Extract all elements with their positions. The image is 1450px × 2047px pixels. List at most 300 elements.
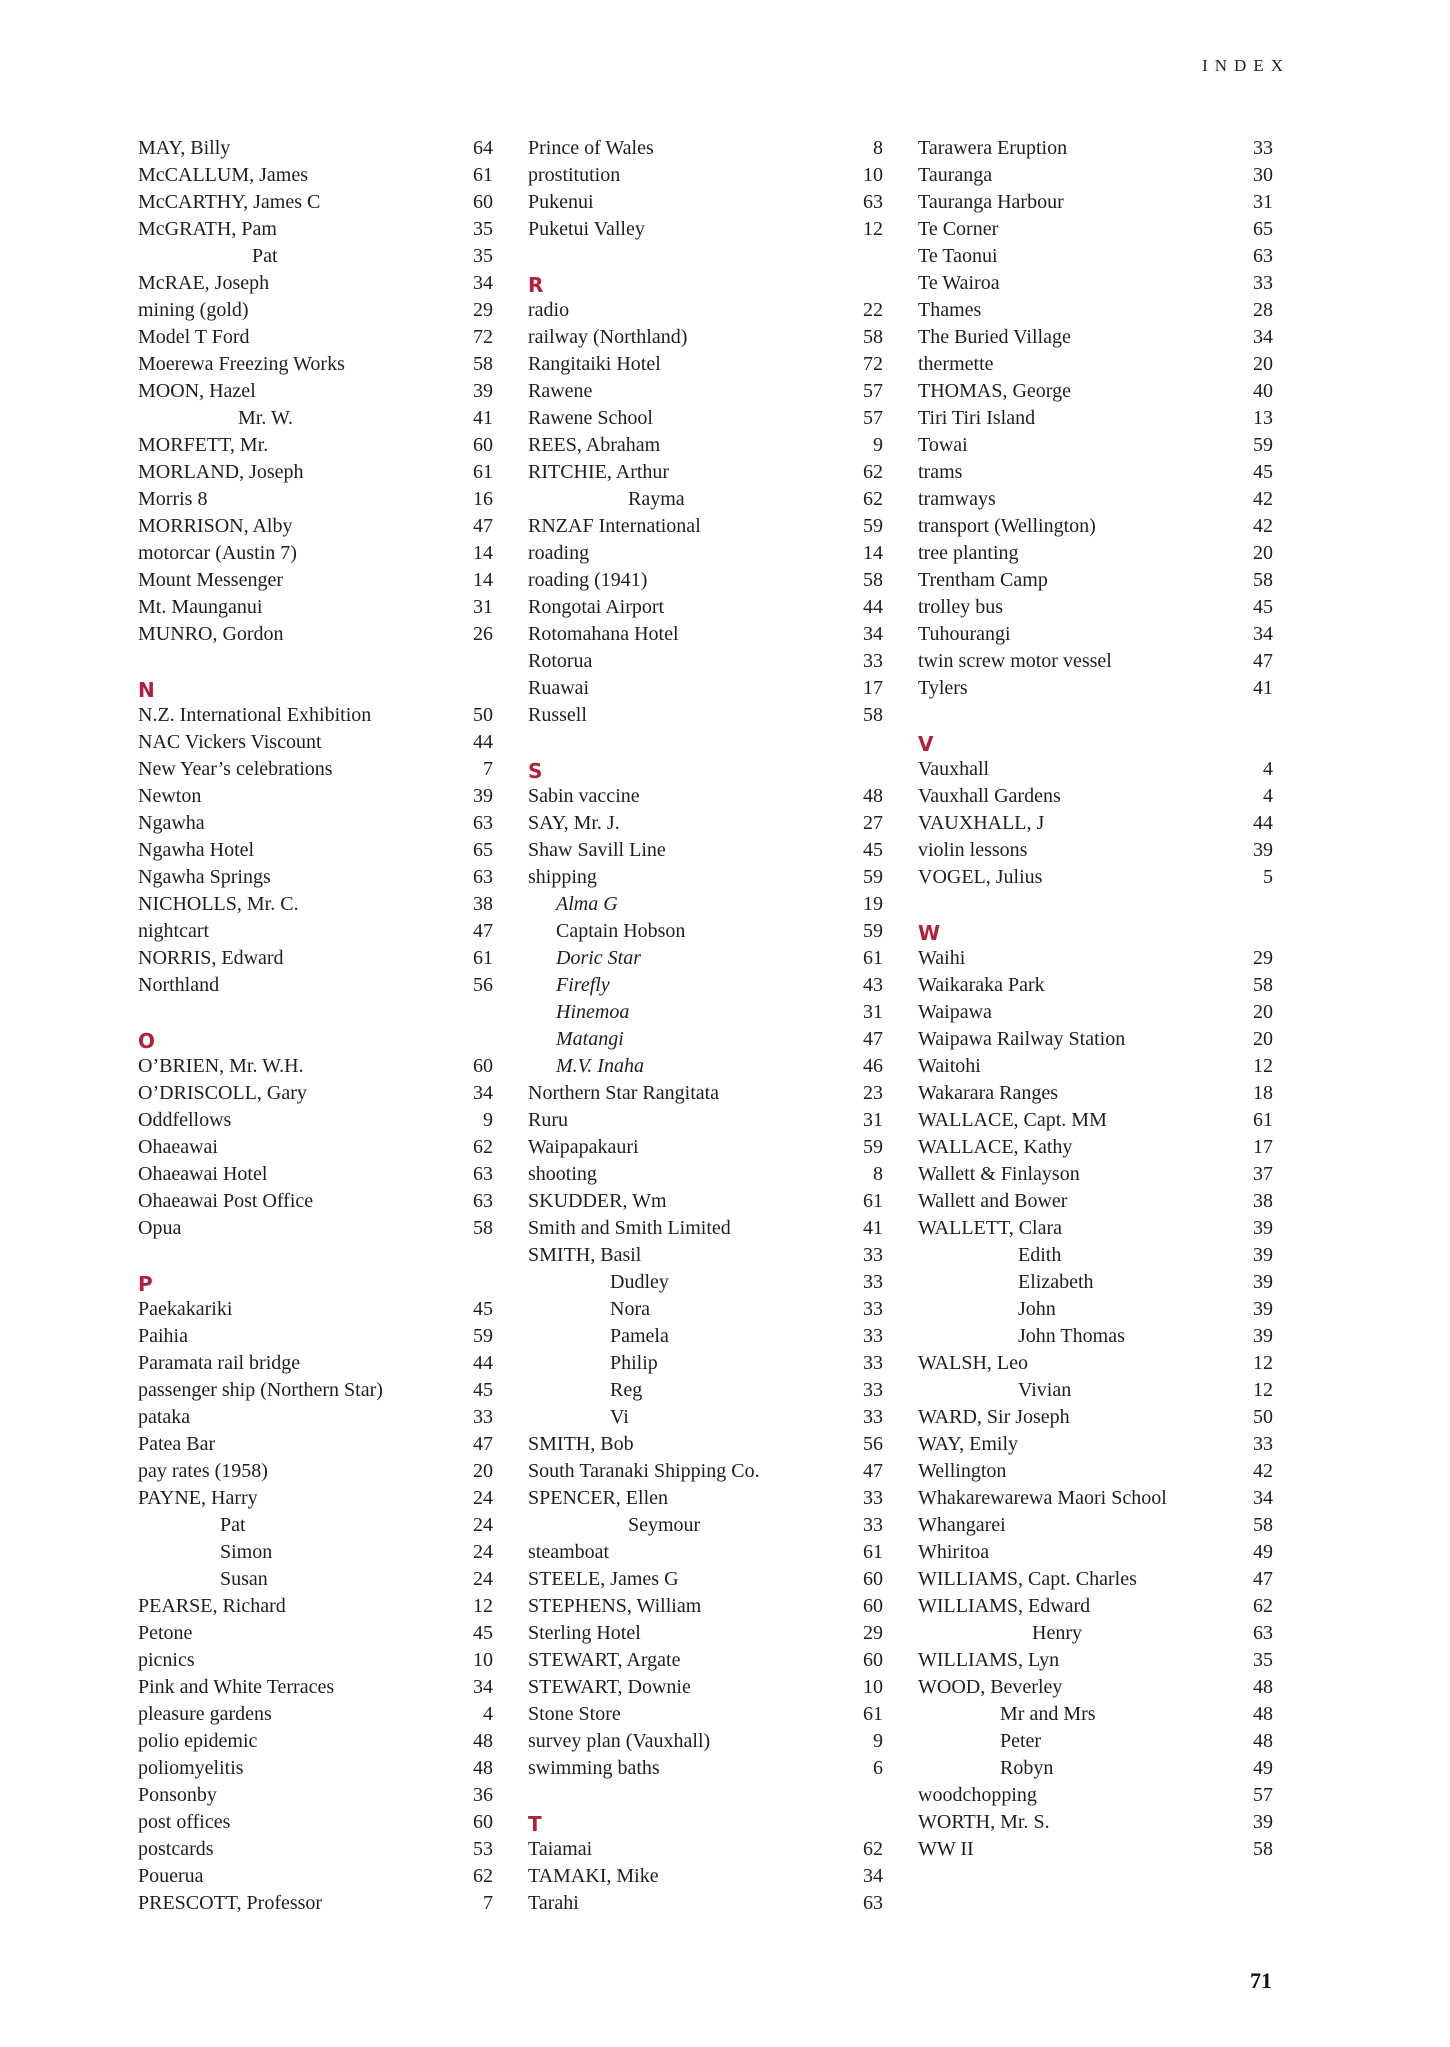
- index-entry: [528, 864, 883, 891]
- index-term: Thames: [918, 299, 982, 321]
- page-reference: 62: [473, 1865, 493, 1887]
- index-term: Ruawai: [528, 677, 590, 699]
- index-term: PEARSE, Richard: [138, 1595, 286, 1617]
- index-entry: [138, 324, 493, 351]
- index-term: Te Corner: [918, 218, 999, 240]
- index-term: mining (gold): [138, 299, 249, 321]
- index-term: Whiritoa: [918, 1541, 990, 1563]
- page-reference: 4: [1263, 785, 1273, 807]
- index-entry: [138, 1701, 493, 1728]
- index-entry: [528, 405, 883, 432]
- page-reference: 41: [473, 407, 493, 429]
- index-term: picnics: [138, 1649, 195, 1671]
- index-entry: [528, 1674, 883, 1701]
- index-term: Rawene: [528, 380, 593, 402]
- index-term: WALLACE, Capt. MM: [918, 1109, 1107, 1131]
- page-reference: 33: [863, 1379, 883, 1401]
- index-entry: [138, 1350, 493, 1377]
- index-subentry: [138, 1512, 493, 1539]
- page-reference: 60: [863, 1595, 883, 1617]
- index-term: Tuhourangi: [918, 623, 1011, 645]
- page-reference: 33: [863, 1487, 883, 1509]
- index-term: Pamela: [610, 1325, 669, 1347]
- page-reference: 64: [473, 137, 493, 159]
- index-term: Te Taonui: [918, 245, 998, 267]
- page-reference: 17: [1253, 1136, 1273, 1158]
- index-term: shipping: [528, 866, 597, 888]
- page-reference: 34: [1253, 1487, 1273, 1509]
- index-term: MORRISON, Alby: [138, 515, 293, 537]
- index-subentry: [528, 1053, 883, 1080]
- index-term: trams: [918, 461, 963, 483]
- page-reference: 59: [863, 920, 883, 942]
- index-term: tree planting: [918, 542, 1019, 564]
- index-term: Mr and Mrs: [1000, 1703, 1096, 1725]
- index-subentry: [918, 1620, 1273, 1647]
- index-entry: [138, 1620, 493, 1647]
- index-term: pay rates (1958): [138, 1460, 268, 1482]
- index-entry: [138, 270, 493, 297]
- page-reference: 31: [473, 596, 493, 618]
- index-entry: [918, 1053, 1273, 1080]
- page-reference: 57: [1253, 1784, 1273, 1806]
- page-reference: 33: [863, 1352, 883, 1374]
- index-term: M.V. Inaha: [556, 1055, 644, 1077]
- spacer: [918, 702, 1273, 729]
- index-entry: [138, 432, 493, 459]
- index-subentry: [528, 1296, 883, 1323]
- index-subentry: [528, 1026, 883, 1053]
- index-entry: [138, 1404, 493, 1431]
- index-term: Mt. Maunganui: [138, 596, 263, 618]
- index-entry: [138, 1836, 493, 1863]
- page-reference: 14: [473, 569, 493, 591]
- index-entry: [138, 1215, 493, 1242]
- index-term: Nora: [610, 1298, 650, 1320]
- index-term: WOOD, Beverley: [918, 1676, 1063, 1698]
- index-term: STEWART, Downie: [528, 1676, 691, 1698]
- index-term: Patea Bar: [138, 1433, 216, 1455]
- index-term: WALLETT, Clara: [918, 1217, 1063, 1239]
- page-number: 71: [1250, 1968, 1272, 1993]
- page-reference: 45: [863, 839, 883, 861]
- page-reference: 45: [1253, 461, 1273, 483]
- page-reference: 38: [473, 893, 493, 915]
- page-reference: 63: [863, 1892, 883, 1914]
- index-entry: [918, 594, 1273, 621]
- page-reference: 39: [473, 380, 493, 402]
- index-term: pataka: [138, 1406, 191, 1428]
- page-reference: 63: [473, 1163, 493, 1185]
- index-term: Prince of Wales: [528, 137, 654, 159]
- index-entry: [528, 1134, 883, 1161]
- section-letter-heading: N: [138, 678, 155, 702]
- page-reference: 48: [1253, 1703, 1273, 1725]
- page-reference: 47: [473, 515, 493, 537]
- index-entry: [138, 216, 493, 243]
- index-term: Opua: [138, 1217, 182, 1239]
- index-term: SAY, Mr. J.: [528, 812, 620, 834]
- index-entry: [528, 1431, 883, 1458]
- spacer: [138, 1242, 493, 1269]
- page-reference: 13: [1253, 407, 1273, 429]
- index-subentry: [918, 1269, 1273, 1296]
- index-subentry: [918, 1755, 1273, 1782]
- index-entry: [918, 1809, 1273, 1836]
- spacer: [528, 1782, 883, 1809]
- page-reference: 7: [483, 758, 493, 780]
- index-term: tramways: [918, 488, 996, 510]
- page-reference: 49: [1253, 1757, 1273, 1779]
- index-term: Ohaeawai: [138, 1136, 218, 1158]
- page-reference: 41: [1253, 677, 1273, 699]
- index-term: MUNRO, Gordon: [138, 623, 284, 645]
- index-entry: [528, 783, 883, 810]
- page-reference: 58: [1253, 974, 1273, 996]
- page-reference: 58: [863, 569, 883, 591]
- page-reference: 47: [863, 1460, 883, 1482]
- index-entry: [528, 1728, 883, 1755]
- index-entry: [528, 1566, 883, 1593]
- page-reference: 61: [473, 947, 493, 969]
- page-reference: 24: [473, 1487, 493, 1509]
- running-head: INDEX: [1202, 56, 1290, 75]
- page-reference: 58: [1253, 1514, 1273, 1536]
- index-entry: [528, 1458, 883, 1485]
- index-entry: [918, 243, 1273, 270]
- index-entry: [528, 162, 883, 189]
- index-term: PAYNE, Harry: [138, 1487, 258, 1509]
- page-reference: 31: [863, 1001, 883, 1023]
- index-term: twin screw motor vessel: [918, 650, 1112, 672]
- index-entry: [528, 1539, 883, 1566]
- page-reference: 45: [1253, 596, 1273, 618]
- index-entry: [528, 351, 883, 378]
- index-term: WARD, Sir Joseph: [918, 1406, 1070, 1428]
- index-term: Te Wairoa: [918, 272, 1000, 294]
- index-entry: [918, 1836, 1273, 1863]
- index-entry: [918, 513, 1273, 540]
- index-term: Tarahi: [528, 1892, 579, 1914]
- index-term: Northern Star Rangitata: [528, 1082, 720, 1104]
- index-column-1: [138, 135, 493, 1917]
- index-entry: [138, 837, 493, 864]
- index-subentry: [528, 1512, 883, 1539]
- index-entry: [138, 918, 493, 945]
- page-reference: 58: [473, 1217, 493, 1239]
- index-entry: [528, 297, 883, 324]
- page-reference: 34: [1253, 623, 1273, 645]
- page-reference: 58: [473, 353, 493, 375]
- index-entry: [138, 1134, 493, 1161]
- index-term: MAY, Billy: [138, 137, 231, 159]
- index-entry: [138, 756, 493, 783]
- index-term: Waipawa: [918, 1001, 992, 1023]
- page-reference: 19: [863, 893, 883, 915]
- spacer: [138, 999, 493, 1026]
- index-entry: [918, 270, 1273, 297]
- page-reference: 30: [1253, 164, 1273, 186]
- page-reference: 61: [863, 1703, 883, 1725]
- index-term: McGRATH, Pam: [138, 218, 277, 240]
- index-entry: [528, 648, 883, 675]
- index-term: Ponsonby: [138, 1784, 217, 1806]
- index-entry: [528, 432, 883, 459]
- page-reference: 33: [473, 1406, 493, 1428]
- index-entry: [918, 1593, 1273, 1620]
- page-reference: 45: [473, 1298, 493, 1320]
- page-reference: 33: [863, 1271, 883, 1293]
- index-term: Rongotai Airport: [528, 596, 665, 618]
- index-entry: [138, 729, 493, 756]
- page-reference: 33: [863, 1514, 883, 1536]
- index-term: N.Z. International Exhibition: [138, 704, 372, 726]
- index-entry: [528, 675, 883, 702]
- index-entry: [918, 1404, 1273, 1431]
- index-entry: [918, 1566, 1273, 1593]
- index-term: polio epidemic: [138, 1730, 258, 1752]
- page-reference: 56: [863, 1433, 883, 1455]
- index-term: Paihia: [138, 1325, 188, 1347]
- page-reference: 46: [863, 1055, 883, 1077]
- index-term: pleasure gardens: [138, 1703, 272, 1725]
- page-reference: 35: [1253, 1649, 1273, 1671]
- index-term: Vivian: [1018, 1379, 1072, 1401]
- page-reference: 39: [1253, 1325, 1273, 1347]
- index-term: MORFETT, Mr.: [138, 434, 269, 456]
- index-entry: [138, 297, 493, 324]
- page-reference: 24: [473, 1514, 493, 1536]
- index-entry: [918, 864, 1273, 891]
- section-letter-heading: O: [138, 1029, 156, 1053]
- page-reference: 58: [863, 704, 883, 726]
- page-reference: 53: [473, 1838, 493, 1860]
- index-term: swimming baths: [528, 1757, 660, 1779]
- index-term: Waitohi: [918, 1055, 981, 1077]
- index-term: Susan: [220, 1568, 268, 1590]
- index-term: transport (Wellington): [918, 515, 1096, 537]
- index-term: RNZAF International: [528, 515, 701, 537]
- page-reference: 47: [473, 920, 493, 942]
- index-subentry: [918, 1701, 1273, 1728]
- index-entry: [918, 1188, 1273, 1215]
- index-subentry: [528, 1377, 883, 1404]
- index-column-2: [528, 135, 883, 1917]
- index-entry: [918, 162, 1273, 189]
- index-entry: [138, 1809, 493, 1836]
- page-reference: 58: [1253, 1838, 1273, 1860]
- page-reference: 7: [483, 1892, 493, 1914]
- index-term: radio: [528, 299, 570, 321]
- index-subentry: [528, 1269, 883, 1296]
- page-reference: 59: [1253, 434, 1273, 456]
- index-term: NORRIS, Edward: [138, 947, 284, 969]
- index-term: Shaw Savill Line: [528, 839, 666, 861]
- index-term: trolley bus: [918, 596, 1003, 618]
- index-term: post offices: [138, 1811, 231, 1833]
- index-term: THOMAS, George: [918, 380, 1071, 402]
- index-term: Towai: [918, 434, 968, 456]
- page-reference: 60: [473, 434, 493, 456]
- index-entry: [918, 1485, 1273, 1512]
- index-term: Pat: [252, 245, 278, 267]
- index-entry: [918, 459, 1273, 486]
- index-entry: [918, 783, 1273, 810]
- index-term: postcards: [138, 1838, 214, 1860]
- page-reference: 35: [473, 218, 493, 240]
- index-entry: [918, 999, 1273, 1026]
- index-term: Mr. W.: [238, 407, 294, 429]
- page-reference: 47: [1253, 650, 1273, 672]
- index-term: Wallett and Bower: [918, 1190, 1068, 1212]
- index-term: Smith and Smith Limited: [528, 1217, 731, 1239]
- index-entry: [918, 324, 1273, 351]
- index-entry: [138, 783, 493, 810]
- index-term: Ngawha Hotel: [138, 839, 255, 861]
- index-term: Matangi: [556, 1028, 624, 1050]
- page-reference: 39: [1253, 1811, 1273, 1833]
- index-term: Waihi: [918, 947, 966, 969]
- index-entry: [918, 135, 1273, 162]
- index-term: Wellington: [918, 1460, 1007, 1482]
- index-entry: [138, 162, 493, 189]
- index-term: WALLACE, Kathy: [918, 1136, 1073, 1158]
- page-reference: 33: [1253, 272, 1273, 294]
- page-reference: 63: [863, 191, 883, 213]
- index-entry: [528, 837, 883, 864]
- index-term: Oddfellows: [138, 1109, 232, 1131]
- index-term: TAMAKI, Mike: [528, 1865, 659, 1887]
- index-entry: [528, 324, 883, 351]
- index-entry: [528, 1890, 883, 1917]
- index-term: WALSH, Leo: [918, 1352, 1028, 1374]
- index-term: STEWART, Argate: [528, 1649, 681, 1671]
- index-term: STEELE, James G: [528, 1568, 679, 1590]
- index-entry: [528, 135, 883, 162]
- index-term: McRAE, Joseph: [138, 272, 270, 294]
- index-entry: [528, 1161, 883, 1188]
- index-entry: [918, 486, 1273, 513]
- page-reference: 10: [863, 1676, 883, 1698]
- index-subentry: [528, 918, 883, 945]
- page-reference: 34: [863, 1865, 883, 1887]
- page-reference: 9: [483, 1109, 493, 1131]
- index-term: steamboat: [528, 1541, 610, 1563]
- index-entry: [138, 621, 493, 648]
- index-entry: [138, 1863, 493, 1890]
- index-term: Waipapakauri: [528, 1136, 639, 1158]
- index-term: MORLAND, Joseph: [138, 461, 304, 483]
- index-term: Sterling Hotel: [528, 1622, 641, 1644]
- index-entry: [918, 1080, 1273, 1107]
- page-reference: 60: [473, 1811, 493, 1833]
- index-term: Russell: [528, 704, 587, 726]
- index-entry: [138, 1890, 493, 1917]
- index-entry: [138, 1296, 493, 1323]
- index-entry: [528, 1242, 883, 1269]
- page-reference: 34: [1253, 326, 1273, 348]
- index-term: roading: [528, 542, 590, 564]
- index-entry: [138, 1161, 493, 1188]
- index-entry: [918, 1026, 1273, 1053]
- page-reference: 35: [473, 245, 493, 267]
- index-term: Sabin vaccine: [528, 785, 640, 807]
- page-reference: 38: [1253, 1190, 1273, 1212]
- index-entry: [138, 459, 493, 486]
- index-term: Mount Messenger: [138, 569, 283, 591]
- index-term: SPENCER, Ellen: [528, 1487, 669, 1509]
- index-term: thermette: [918, 353, 994, 375]
- index-entry: [138, 1080, 493, 1107]
- index-entry: [138, 1377, 493, 1404]
- index-term: WILLIAMS, Lyn: [918, 1649, 1060, 1671]
- page-reference: 59: [863, 515, 883, 537]
- page-reference: 48: [473, 1730, 493, 1752]
- page-reference: 49: [1253, 1541, 1273, 1563]
- index-entry: [138, 810, 493, 837]
- index-term: WORTH, Mr. S.: [918, 1811, 1050, 1833]
- page-reference: 24: [473, 1568, 493, 1590]
- page-reference: 34: [473, 1082, 493, 1104]
- page-reference: 12: [1253, 1352, 1273, 1374]
- page-reference: 42: [1253, 488, 1273, 510]
- index-term: Morris 8: [138, 488, 208, 510]
- index-term: STEPHENS, William: [528, 1595, 702, 1617]
- index-term: Pouerua: [138, 1865, 204, 1887]
- index-subentry: [138, 405, 493, 432]
- index-entry: [138, 945, 493, 972]
- page-reference: 39: [1253, 1217, 1273, 1239]
- index-term: prostitution: [528, 164, 621, 186]
- page-reference: 12: [1253, 1379, 1273, 1401]
- index-term: Rangitaiki Hotel: [528, 353, 661, 375]
- index-term: Seymour: [628, 1514, 701, 1536]
- page-reference: 4: [483, 1703, 493, 1725]
- index-term: nightcart: [138, 920, 210, 942]
- index-entry: [138, 486, 493, 513]
- page-reference: 20: [1253, 1028, 1273, 1050]
- index-term: WILLIAMS, Capt. Charles: [918, 1568, 1137, 1590]
- index-term: Pink and White Terraces: [138, 1676, 335, 1698]
- index-term: WILLIAMS, Edward: [918, 1595, 1091, 1617]
- page-reference: 31: [863, 1109, 883, 1131]
- page-reference: 29: [1253, 947, 1273, 969]
- page-reference: 40: [1253, 380, 1273, 402]
- index-term: Henry: [1032, 1622, 1082, 1644]
- index-term: Doric Star: [556, 947, 641, 969]
- page-reference: 10: [863, 164, 883, 186]
- index-entry: [138, 513, 493, 540]
- index-term: Waipawa Railway Station: [918, 1028, 1126, 1050]
- index-entry: [138, 972, 493, 999]
- page-reference: 22: [863, 299, 883, 321]
- index-term: Pat: [220, 1514, 246, 1536]
- index-subentry: [918, 1323, 1273, 1350]
- page-reference: 39: [1253, 1298, 1273, 1320]
- index-term: Stone Store: [528, 1703, 621, 1725]
- page-reference: 8: [873, 137, 883, 159]
- index-entry: [138, 702, 493, 729]
- index-subentry: [918, 1296, 1273, 1323]
- index-term: RITCHIE, Arthur: [528, 461, 670, 483]
- page-reference: 33: [863, 1406, 883, 1428]
- page-reference: 45: [473, 1622, 493, 1644]
- page-reference: 9: [873, 1730, 883, 1752]
- index-entry: [918, 1107, 1273, 1134]
- index-term: Tiri Tiri Island: [918, 407, 1036, 429]
- page-reference: 48: [1253, 1676, 1273, 1698]
- index-term: Whangarei: [918, 1514, 1006, 1536]
